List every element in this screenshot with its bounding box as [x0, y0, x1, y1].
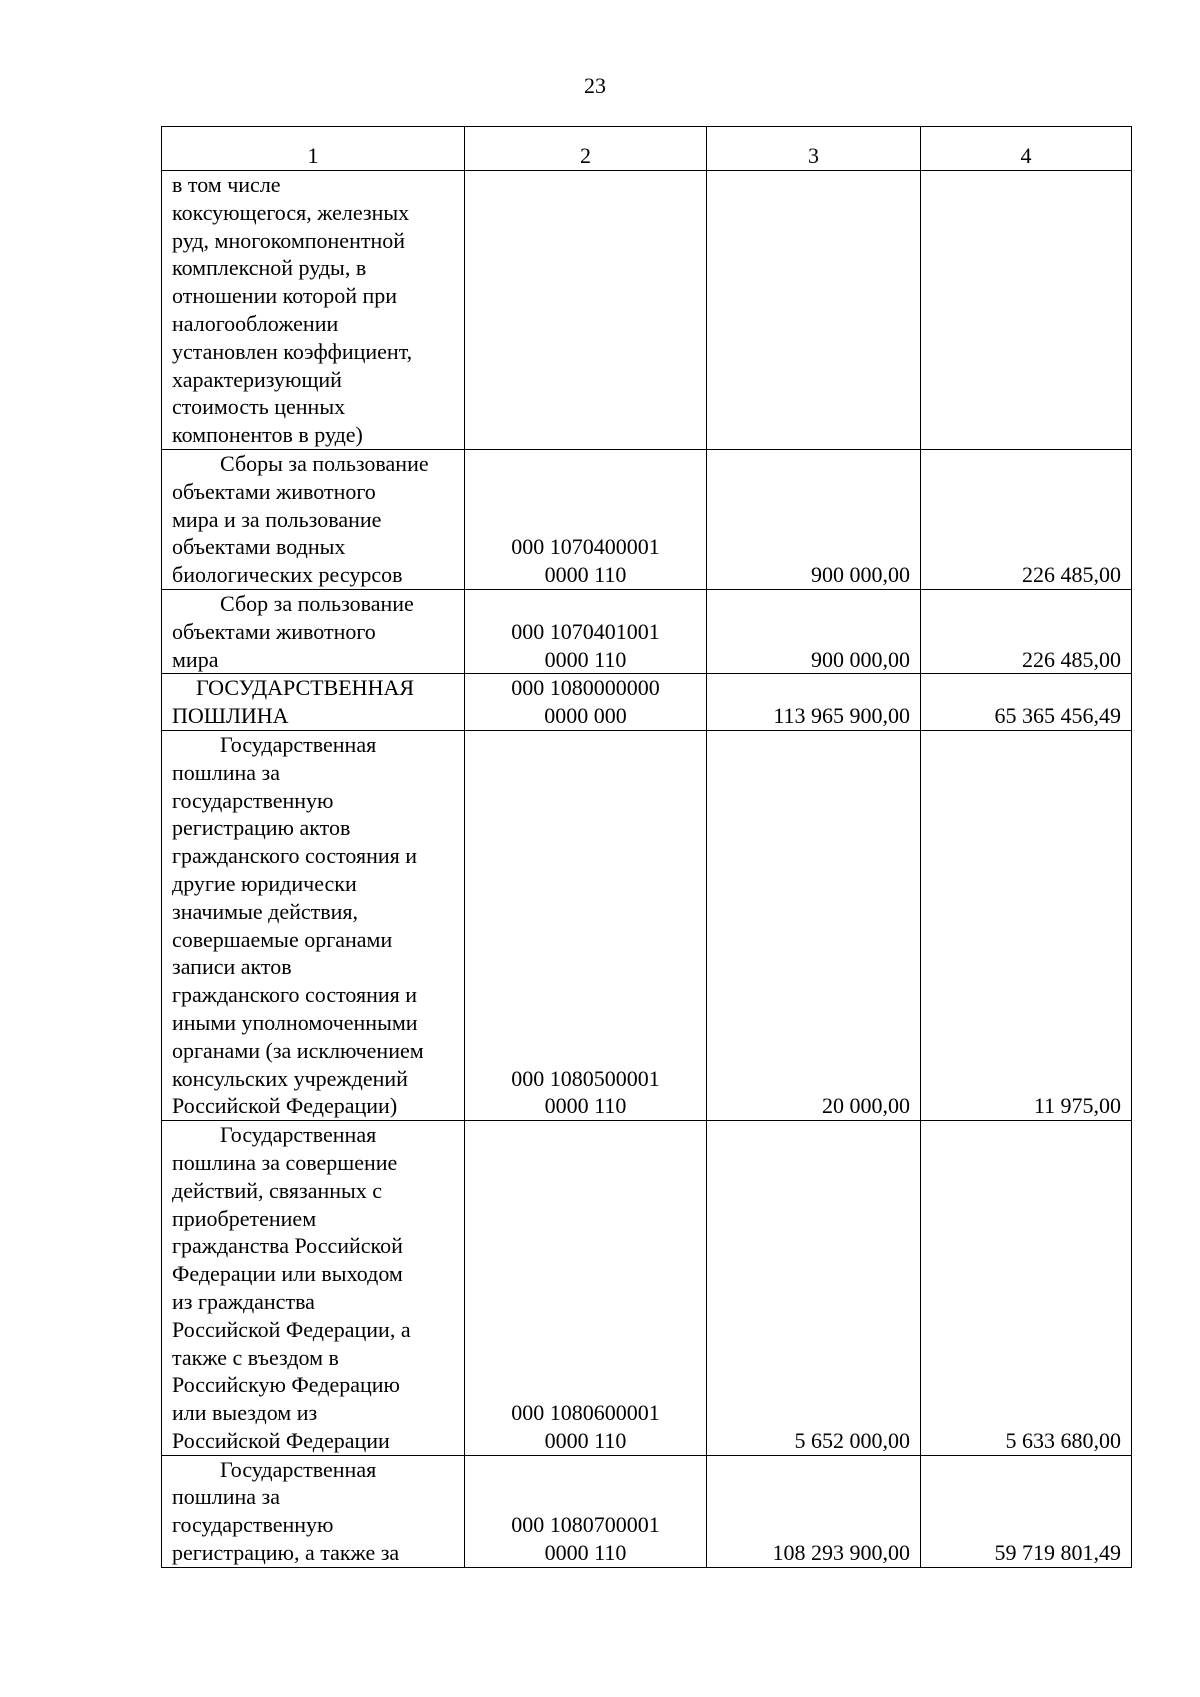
- text-line: Российской Федерации: [172, 1427, 390, 1453]
- header-row: [162, 127, 1132, 171]
- text-line: Сборы за пользование: [220, 451, 429, 476]
- revenue-name-cell: [162, 450, 465, 590]
- text-line: пошлина за: [172, 1484, 280, 1510]
- code-line: 0000 000: [544, 703, 627, 729]
- text-line: в том числе: [172, 172, 281, 198]
- text-line: Российскую Федерацию: [172, 1372, 400, 1398]
- text-line: иными уполномоченными: [172, 1009, 418, 1035]
- text-line: Государственная: [220, 731, 377, 757]
- actual-amount-cell: 59 719 801,49: [921, 1455, 1132, 1567]
- planned-amount-cell: 900 000,00: [707, 589, 921, 673]
- actual-amount-cell: 65 365 456,49: [921, 674, 1132, 731]
- code-line: 0000 110: [544, 646, 627, 672]
- budget-code-cell: [465, 674, 707, 731]
- text-line: органами (за исключением: [172, 1037, 424, 1063]
- planned-amount-cell: [707, 171, 921, 450]
- code-line: 0000 110: [544, 1427, 627, 1453]
- text-line: ПОШЛИНА: [172, 703, 289, 729]
- text-line: установлен коэффициент,: [172, 338, 413, 364]
- code-line: 000 1080000000: [511, 675, 660, 701]
- table-row: [162, 1455, 1132, 1567]
- revenue-name-cell: [162, 730, 465, 1120]
- actual-amount-cell: 226 485,00: [921, 450, 1132, 590]
- text-line: стоимость ценных: [172, 394, 346, 420]
- planned-amount-cell: 108 293 900,00: [707, 1455, 921, 1567]
- planned-amount-cell: 900 000,00: [707, 450, 921, 590]
- text-line: Российской Федерации, а: [172, 1316, 411, 1342]
- text-line: гражданства Российской: [172, 1233, 403, 1259]
- budget-code-cell: [465, 730, 707, 1120]
- actual-amount-cell: 11 975,00: [921, 730, 1132, 1120]
- text-line: мира и за пользование: [172, 506, 382, 532]
- code-line: 000 1070401001: [511, 618, 660, 644]
- text-line: объектами животного: [172, 478, 376, 504]
- revenue-name-cell: [162, 171, 465, 450]
- column-header-1: 1: [162, 127, 465, 171]
- text-line: пошлина за: [172, 759, 280, 785]
- text-line: биологических ресурсов: [172, 562, 403, 588]
- budget-code-cell: [465, 450, 707, 590]
- text-line: гражданского состояния и: [172, 982, 418, 1008]
- budget-table: [161, 126, 1132, 1568]
- code-line: 000 1080700001: [511, 1512, 660, 1538]
- budget-code-cell: [465, 1455, 707, 1567]
- text-line: записи актов: [172, 954, 292, 980]
- text-line: отношении которой при: [172, 283, 398, 309]
- planned-amount-cell: 5 652 000,00: [707, 1121, 921, 1456]
- code-line: 0000 110: [544, 1093, 627, 1119]
- revenue-name-cell: [162, 1455, 465, 1567]
- code-line: 000 1080600001: [511, 1400, 660, 1426]
- budget-code-cell: [465, 589, 707, 673]
- revenue-name-cell: [162, 1121, 465, 1456]
- text-line: значимые действия,: [172, 898, 359, 924]
- text-line: также с въездом в: [172, 1344, 339, 1370]
- code-line: 0000 110: [544, 562, 627, 588]
- table-row: [162, 674, 1132, 731]
- code-line: 000 1080500001: [511, 1065, 660, 1091]
- code-line: 0000 110: [544, 1540, 627, 1566]
- text-line: характеризующий: [172, 366, 342, 392]
- text-line: другие юридически: [172, 870, 357, 896]
- text-line: Сбор за пользование: [220, 590, 414, 616]
- actual-amount-cell: [921, 171, 1132, 450]
- text-line: или выездом из: [172, 1400, 318, 1426]
- text-line: ГОСУДАРСТВЕННАЯ: [196, 675, 415, 701]
- text-line: объектами водных: [172, 534, 346, 560]
- page-number: 23: [584, 73, 606, 98]
- text-line: руд, многокомпонентной: [172, 227, 406, 253]
- code-line: 000 1070400001: [511, 534, 660, 560]
- table-row: [162, 450, 1132, 590]
- text-line: регистрацию, а также за: [172, 1540, 400, 1566]
- text-line: действий, связанных с: [172, 1177, 383, 1203]
- column-header-4: 4: [921, 127, 1132, 171]
- text-line: Федерации или выходом: [172, 1261, 403, 1287]
- budget-code-cell: [465, 1121, 707, 1456]
- text-line: Российской Федерации): [172, 1093, 398, 1119]
- text-line: консульских учреждений: [172, 1065, 408, 1091]
- table-row: [162, 730, 1132, 1120]
- table-row: [162, 589, 1132, 673]
- text-line: объектами животного: [172, 618, 376, 644]
- column-header-2: 2: [465, 127, 707, 171]
- text-line: Государственная: [220, 1122, 377, 1148]
- actual-amount-cell: 5 633 680,00: [921, 1121, 1132, 1456]
- text-line: совершаемые органами: [172, 926, 393, 952]
- text-line: гражданского состояния и: [172, 843, 418, 869]
- revenue-name-cell: [162, 674, 465, 731]
- planned-amount-cell: 113 965 900,00: [707, 674, 921, 731]
- text-line: из гражданства: [172, 1288, 315, 1314]
- revenue-name-cell: [162, 589, 465, 673]
- table-row: [162, 171, 1132, 450]
- column-header-3: 3: [707, 127, 921, 171]
- text-line: государственную: [172, 787, 334, 813]
- text-line: пошлина за совершение: [172, 1149, 398, 1175]
- text-line: регистрацию актов: [172, 815, 351, 841]
- planned-amount-cell: 20 000,00: [707, 730, 921, 1120]
- table-row: [162, 1121, 1132, 1456]
- text-line: коксующегося, железных: [172, 199, 410, 225]
- actual-amount-cell: 226 485,00: [921, 589, 1132, 673]
- text-line: комплексной руды, в: [172, 255, 367, 281]
- text-line: налогообложении: [172, 311, 339, 337]
- budget-code-cell: [465, 171, 707, 450]
- text-line: Государственная: [220, 1456, 377, 1482]
- text-line: компонентов в руде): [172, 422, 363, 448]
- text-line: приобретением: [172, 1205, 317, 1231]
- text-line: мира: [172, 646, 219, 672]
- text-line: государственную: [172, 1512, 334, 1538]
